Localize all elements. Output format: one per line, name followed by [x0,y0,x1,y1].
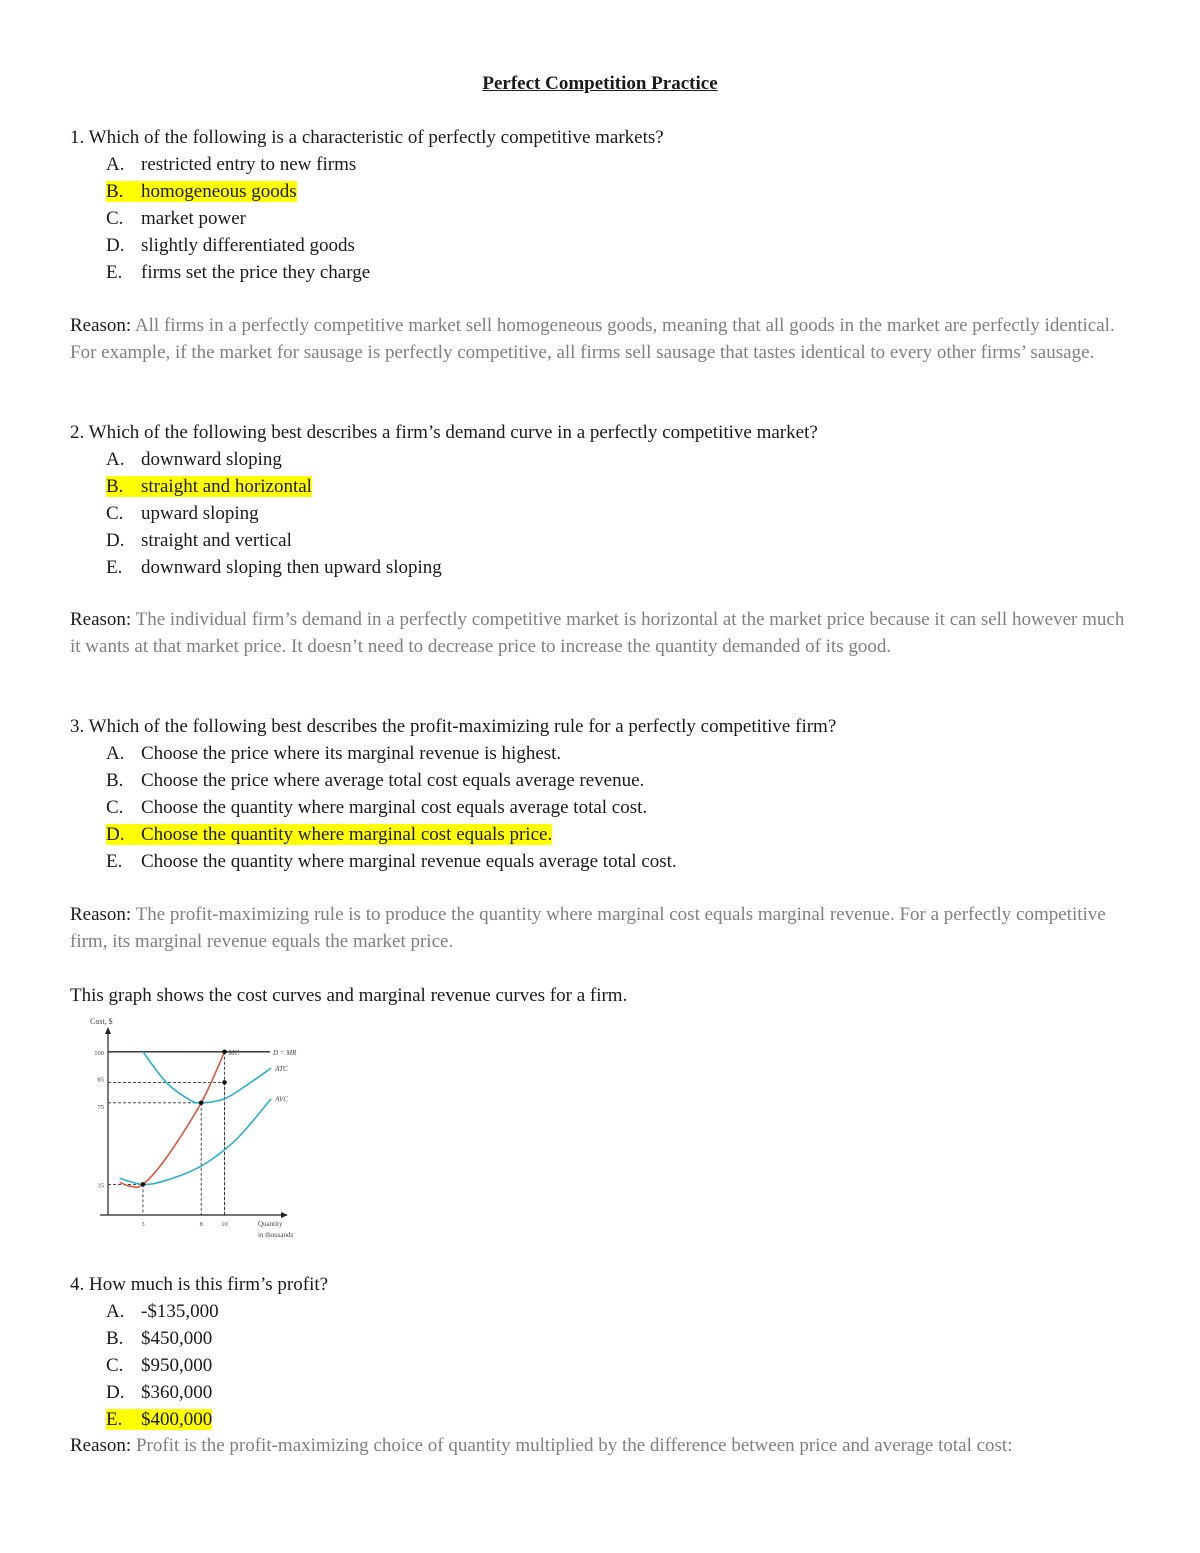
q2-option-d: D. straight and vertical [106,530,292,551]
question-2: 2. Which of the following best describes a firm’s demand curve in a perfectly competitive market? [70,422,818,443]
x-tick-8: 8 [199,1221,203,1228]
q3-option-a: A. Choose the price where its marginal revenue is highest. [106,743,562,764]
cost-curves-graph [80,1008,330,1244]
y-tick-85: 85 [97,1076,104,1084]
q2-option-a: A. downward sloping [106,449,282,470]
curve-mc [120,1052,225,1188]
q1-reason: Reason: All firms in a perfectly competitive market sell homogeneous goods, meaning that all goods in the market are perfectly identical. For example, if the market for sausage is perfectly competitive, all firms sell sausage that tastes identical to every other firms’ sausage. [70,315,1115,363]
q3-option-d-answer: D. Choose the quantity where marginal cost equals price. [106,824,553,845]
y-tick-35: 35 [97,1182,104,1190]
x-axis-label: Quantity [258,1220,283,1228]
y-axis-arrow [105,1027,111,1034]
q3-reason: Reason: The profit-maximizing rule is to produce the quantity where marginal cost equals marginal revenue. For a perfectly competitive firm, its marginal revenue equals the market price. [70,904,1106,952]
q1-option-d: D. slightly differentiated goods [106,235,355,256]
q2-reason: Reason: The individual firm’s demand in a perfectly competitive market is horizontal at the market price because it can sell however much it wants at that market price. It doesn’t need to decrease price to increase the quantity demanded of its good. [70,609,1125,657]
y-tick-100: 100 [94,1049,104,1057]
q4-option-d: D. $360,000 [106,1382,213,1403]
q1-option-a: A. restricted entry to new firms [106,154,357,175]
q1-option-e: E. firms set the price they charge [106,262,371,283]
q3-option-c: C. Choose the quantity where marginal cost equals average total cost. [106,797,648,818]
y-axis-label: Cost, $ [90,1017,113,1026]
q4-reason: Reason: Profit is the profit-maximizing choice of quantity multiplied by the difference between price and average total cost: [70,1435,1013,1456]
curve-label-mc: MC [228,1048,239,1057]
question-3: 3. Which of the following best describes the profit-maximizing rule for a perfectly competitive firm? [70,716,837,737]
q2-option-e: E. downward sloping then upward sloping [106,557,442,578]
point-0 [141,1182,146,1187]
curve-label-avc: AVC [275,1095,288,1104]
q1-option-c: C. market power [106,208,246,229]
point-2 [222,1080,227,1085]
question-1: 1. Which of the following is a characteristic of perfectly competitive markets? [70,127,664,148]
curve-atc [143,1052,271,1103]
q4-option-a: A. -$135,000 [106,1301,219,1322]
q4-option-b: B. $450,000 [106,1328,213,1349]
x-tick-3: 3 [141,1221,145,1228]
y-tick-75: 75 [97,1103,104,1111]
q2-option-c: C. upward sloping [106,503,259,524]
q3-option-e: E. Choose the quantity where marginal revenue equals average total cost. [106,851,677,872]
mr-label: D = MR [273,1048,297,1057]
x-axis-label-line-2: in thousands [258,1231,294,1239]
page-title: Perfect Competition Practice [482,73,718,94]
curve-label-atc: ATC [275,1065,288,1074]
q3-option-b: B. Choose the price where average total cost equals average revenue. [106,770,645,791]
q4-option-c: C. $950,000 [106,1355,213,1376]
question-4: 4. How much is this firm’s profit? [70,1274,329,1295]
graph-intro: This graph shows the cost curves and marginal revenue curves for a firm. [70,985,628,1006]
q1-option-b-answer: B. homogeneous goods [106,181,297,202]
x-tick-10: 10 [221,1221,228,1228]
q2-option-b-answer: B. straight and horizontal [106,476,312,497]
point-1 [199,1101,204,1106]
x-axis-arrow [281,1212,288,1218]
q4-option-e-answer: E. $400,000 [106,1409,213,1430]
point-3 [222,1050,227,1055]
